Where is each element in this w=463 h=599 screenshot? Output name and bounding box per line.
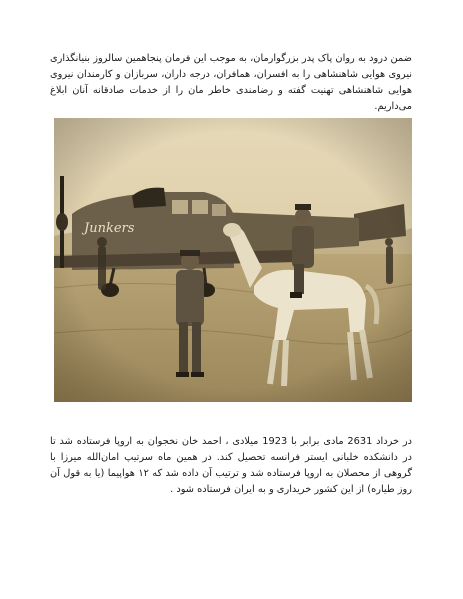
- photo-illustration: [54, 118, 412, 402]
- historical-photo: [54, 118, 412, 402]
- paragraph-history: در خرداد 2631 مادی برابر با 1923 میلادی ، احمد خان نخجوان به اروپا فرستاده شد تا در دانشکده خلبانی ایستر فرانسه تحصیل کند. در همین ماه سرتیپ امان‌الله میرزا با گروهی از محصلان به اروپا فرستاده شد و ترتیب آن داده شد که ۱۲ هواپیما (یا به قول آن روز طیاره) از این کشور خریداری و به ایران فرستاده شود .: [50, 436, 412, 495]
- paragraph-decree: ضمن درود به روان پاک پدر بزرگوارمان، به موجب این فرمان پنجاهمین سالروز بنیانگذاری نیروی هوایی شاهنشاهی را به افسران، همافران، درجه داران، سربازان و کارمندان نیروی هوایی شاهنشاهی تهنیت گفته و رضامندی خاطر مان را از خدمات صادقانه آنان ابلاغ می‌داریم.: [50, 53, 412, 112]
